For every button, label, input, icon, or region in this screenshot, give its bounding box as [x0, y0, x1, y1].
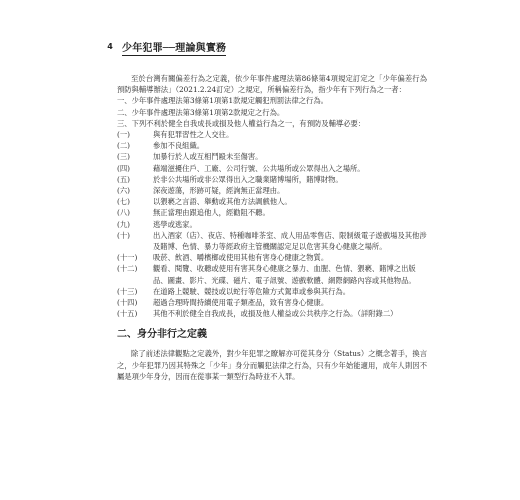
intro-line: ，指少年有下列行為之一者： — [311, 85, 406, 95]
behavior-list — [117, 129, 427, 319]
list-item — [117, 207, 427, 218]
intro-paragraph — [117, 73, 427, 95]
item-number: (十二) — [117, 264, 138, 274]
item-text: 逃學或逃家。 — [153, 219, 197, 229]
list-item — [117, 129, 427, 140]
item-text: 於非公共場所或非公眾得出入之職業賭博場所，賭博財物。 — [153, 174, 343, 184]
clause-1: 一、少年事件處理法第3條第1項第1款規定觸犯刑罰法律之行為。 — [117, 96, 328, 106]
item-number: (一) — [117, 130, 130, 140]
item-text: 在道路上競駛、競技或以蛇行等危險方式駕車或參與其行為。 — [153, 286, 351, 296]
running-header — [104, 40, 226, 54]
clause-3: 三、下列不利於健全自我成長或損及他人權益行為之一，有預防及輔導必要： — [117, 118, 366, 128]
page-content — [117, 73, 427, 382]
list-item — [117, 230, 427, 252]
item-number: (二) — [117, 141, 130, 151]
item-number: (三) — [117, 152, 130, 162]
clause-2: 二、少年事件處理法第3條第1項第2款規定之行為。 — [117, 107, 285, 117]
item-text: 以猥褻之言語、舉動或其他方法調戲他人。 — [153, 197, 292, 207]
intro-line: 之「少年偏差行為預防與輔導辦法」（2021.2.24訂定）之規定，所稱偏差行為 — [117, 74, 427, 95]
item-text: 超過合理時間持續使用電子類產品，致有害身心健康。 — [153, 298, 329, 308]
item-text: 藉端滋擾住戶、工廠、公司行號、公共場所或公眾得出入之場所。 — [153, 163, 365, 173]
list-item — [117, 219, 427, 230]
list-item — [117, 308, 427, 319]
item-text: 吸菸、飲酒、嚼檳榔或使用其他有害身心健康之物質。 — [153, 253, 329, 263]
item-number: (十三) — [117, 286, 138, 296]
section-heading: 二、身分非行之定義 — [117, 329, 207, 341]
list-item — [117, 174, 427, 185]
list-item — [117, 163, 427, 174]
section-paragraph — [117, 348, 427, 382]
page-number: 4 — [107, 42, 113, 51]
item-number: (七) — [117, 197, 130, 207]
book-title-header: 少年犯罪──理論與實務 — [122, 39, 226, 56]
item-text: 無正當理由跟追他人，經勸阻不聽。 — [153, 208, 270, 218]
section-line: 行為時並不入罪。 — [241, 371, 300, 381]
section-line: 除了前述法律觀點之定義外，對少年犯罪之瞭解亦可從其身分（Status） — [131, 349, 369, 359]
list-item — [117, 140, 427, 151]
item-number: (八) — [117, 208, 130, 218]
item-number: (五) — [117, 174, 130, 184]
item-number: (四) — [117, 163, 130, 173]
intro-line: 至於台灣有關偏差行為之定義，依少年事件處理法第86條第4項規定訂定 — [131, 74, 368, 83]
list-item — [117, 297, 427, 308]
item-number: (十五) — [117, 309, 138, 319]
list-item — [117, 252, 427, 263]
item-number: (六) — [117, 186, 130, 196]
item-text: 參加不良組織。 — [153, 141, 205, 151]
item-text: 其他不利於健全自我成長，或損及他人權益或公共秩序之行為。（詳附錄二） — [153, 309, 398, 319]
list-item — [117, 196, 427, 207]
item-number: (十一) — [117, 253, 138, 263]
section-line: 為，只有少年始能適用，成年人則因不屬是項少年身分，因而在從事某一類型 — [117, 360, 428, 381]
list-item — [117, 151, 427, 162]
item-text: 加暴行於人或互相鬥毆未至傷害。 — [153, 152, 263, 162]
list-item — [117, 286, 427, 297]
item-number: (九) — [117, 219, 130, 229]
item-number: (十) — [117, 230, 130, 240]
list-item — [117, 185, 427, 196]
item-text: 出入酒家（店）、夜店、特種咖啡茶室、成人用品零售店、限制級電子遊戲場及其他涉及賭博、色情、暴力等經政府主管機關認定足以危害其身心健康之場所。 — [153, 230, 427, 252]
item-text: 觀看、閱覽、收聽或使用有害其身心健康之暴力、血腥、色情、猥褻、賭博之出版品、圖畫、影片、光碟、磁片、電子訊號、遊戲軟體、網際網路內容或其他物品。 — [153, 264, 416, 285]
item-number: (十四) — [117, 298, 138, 308]
item-text: 與有犯罪習性之人交往。 — [153, 130, 234, 140]
section-line: 之概念著手，換言之，少年犯罪乃因其特殊之「少年」身分而觸犯法律之行 — [117, 349, 428, 370]
item-text: 深夜遊蕩，形跡可疑，經詢無正當理由。 — [153, 186, 285, 196]
list-item — [117, 263, 427, 285]
